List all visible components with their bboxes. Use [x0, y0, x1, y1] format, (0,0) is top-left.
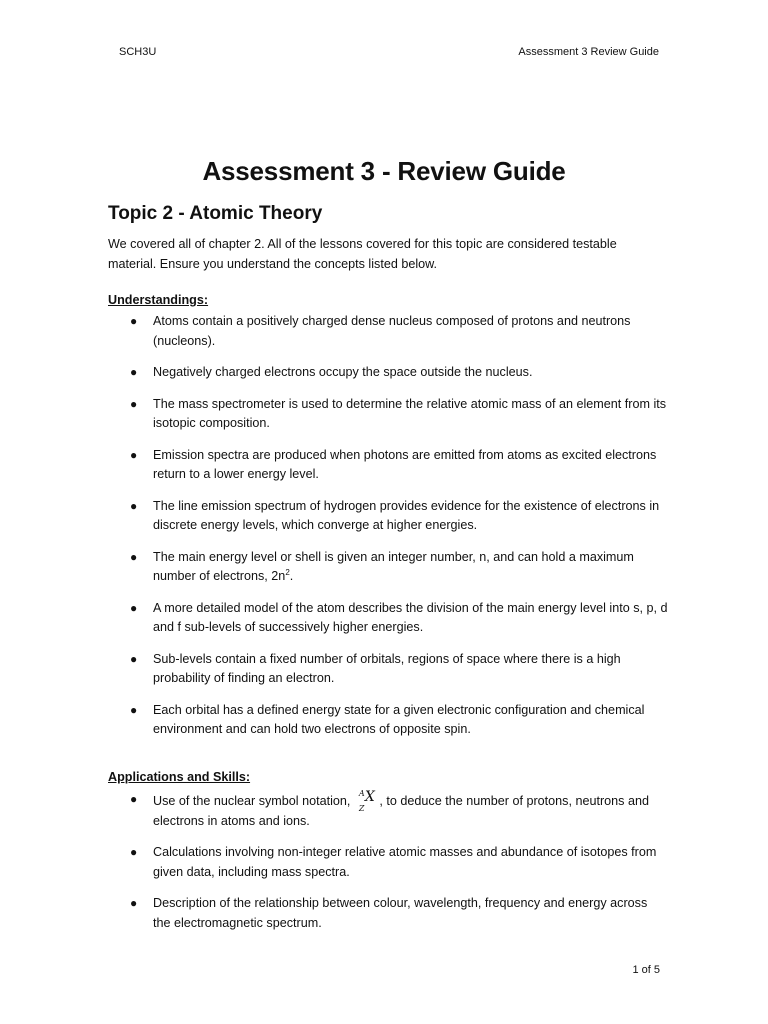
list-item-period: . — [289, 569, 294, 583]
mass-number: A — [358, 789, 365, 798]
bullet-icon: ● — [130, 365, 138, 379]
bullet-icon: ● — [130, 447, 138, 462]
list-item-text: Calculations involving non-integer relative atomic masses and abundance of isotopes from given data, including mass spectra. — [153, 845, 657, 879]
topic-heading: Topic 2 - Atomic Theory — [108, 203, 323, 224]
bullet-icon: ● — [130, 896, 138, 910]
bullet-icon: ● — [130, 498, 138, 513]
list-item-text: Use of the nuclear symbol notation, — [153, 794, 354, 808]
list-item — [108, 363, 668, 383]
list-item — [108, 395, 668, 434]
atomic-number: Z — [358, 804, 365, 813]
bullet-icon: ● — [130, 792, 138, 806]
list-item — [108, 790, 668, 831]
list-item-text: A more detailed model of the atom describes the division of the main energy level into s, p, d and f sub-levels of successively higher energies. — [153, 600, 668, 634]
list-item-text: Sub-levels contain a fixed number of orbitals, regions of space where there is a high probability of finding an electron. — [153, 651, 621, 685]
bullet-icon: ● — [130, 549, 138, 564]
list-item — [108, 446, 668, 485]
understandings-heading: Understandings: — [108, 293, 209, 307]
applications-list — [108, 790, 668, 945]
page-number: 1 of 5 — [632, 964, 660, 976]
list-item-text: The mass spectrometer is used to determine the relative atomic mass of an element from its isotopic composition. — [153, 396, 667, 430]
header-document-title: Assessment 3 Review Guide — [518, 46, 659, 58]
list-item-text: Each orbital has a defined energy state for a given electronic configuration and chemical environment and can hold two electrons of opposite spin. — [153, 702, 645, 736]
list-item — [108, 599, 668, 638]
intro-paragraph: We covered all of chapter 2. All of the lessons covered for this topic are considered testable material. Ensure you understand the concepts listed below. — [108, 237, 617, 271]
header-course-code: SCH3U — [119, 46, 157, 58]
list-item-text: Negatively charged electrons occupy the space outside the nucleus. — [153, 365, 533, 379]
bullet-icon: ● — [130, 314, 138, 328]
list-item-text: The line emission spectrum of hydrogen provides evidence for the existence of electrons in discrete energy levels, which converge at higher energies. — [153, 498, 660, 532]
bullet-icon: ● — [130, 702, 138, 717]
bullet-icon: ● — [130, 396, 138, 411]
bullet-icon: ● — [130, 845, 138, 859]
list-item-text: Emission spectra are produced when photons are emitted from atoms as excited electrons return to a lower energy level. — [153, 447, 657, 481]
element-symbol: X — [364, 789, 375, 805]
list-item — [108, 497, 668, 536]
understandings-list — [108, 312, 668, 752]
bullet-icon: ● — [130, 651, 138, 666]
list-item — [108, 548, 668, 587]
list-item — [108, 894, 668, 933]
nuclear-symbol-notation — [354, 789, 376, 813]
list-item-text: The main energy level or shell is given an integer number, n, and can hold a maximum number of electrons, 2n — [153, 549, 634, 583]
list-item — [108, 843, 668, 882]
applications-heading: Applications and Skills: — [108, 770, 251, 784]
list-item-text: Atoms contain a positively charged dense nucleus composed of protons and neutrons (nucleons). — [153, 314, 631, 348]
list-item — [108, 701, 668, 740]
list-item — [108, 650, 668, 689]
page-title: Assessment 3 - Review Guide — [202, 156, 566, 186]
list-item-text: Description of the relationship between colour, wavelength, frequency and energy across the electromagnetic spectrum. — [153, 896, 648, 930]
list-item-text-cont: , to deduce the number of protons, neutrons and electrons in atoms and ions. — [153, 794, 649, 828]
superscript: 2 — [285, 567, 290, 577]
list-item — [108, 312, 668, 351]
bullet-icon: ● — [130, 600, 138, 615]
